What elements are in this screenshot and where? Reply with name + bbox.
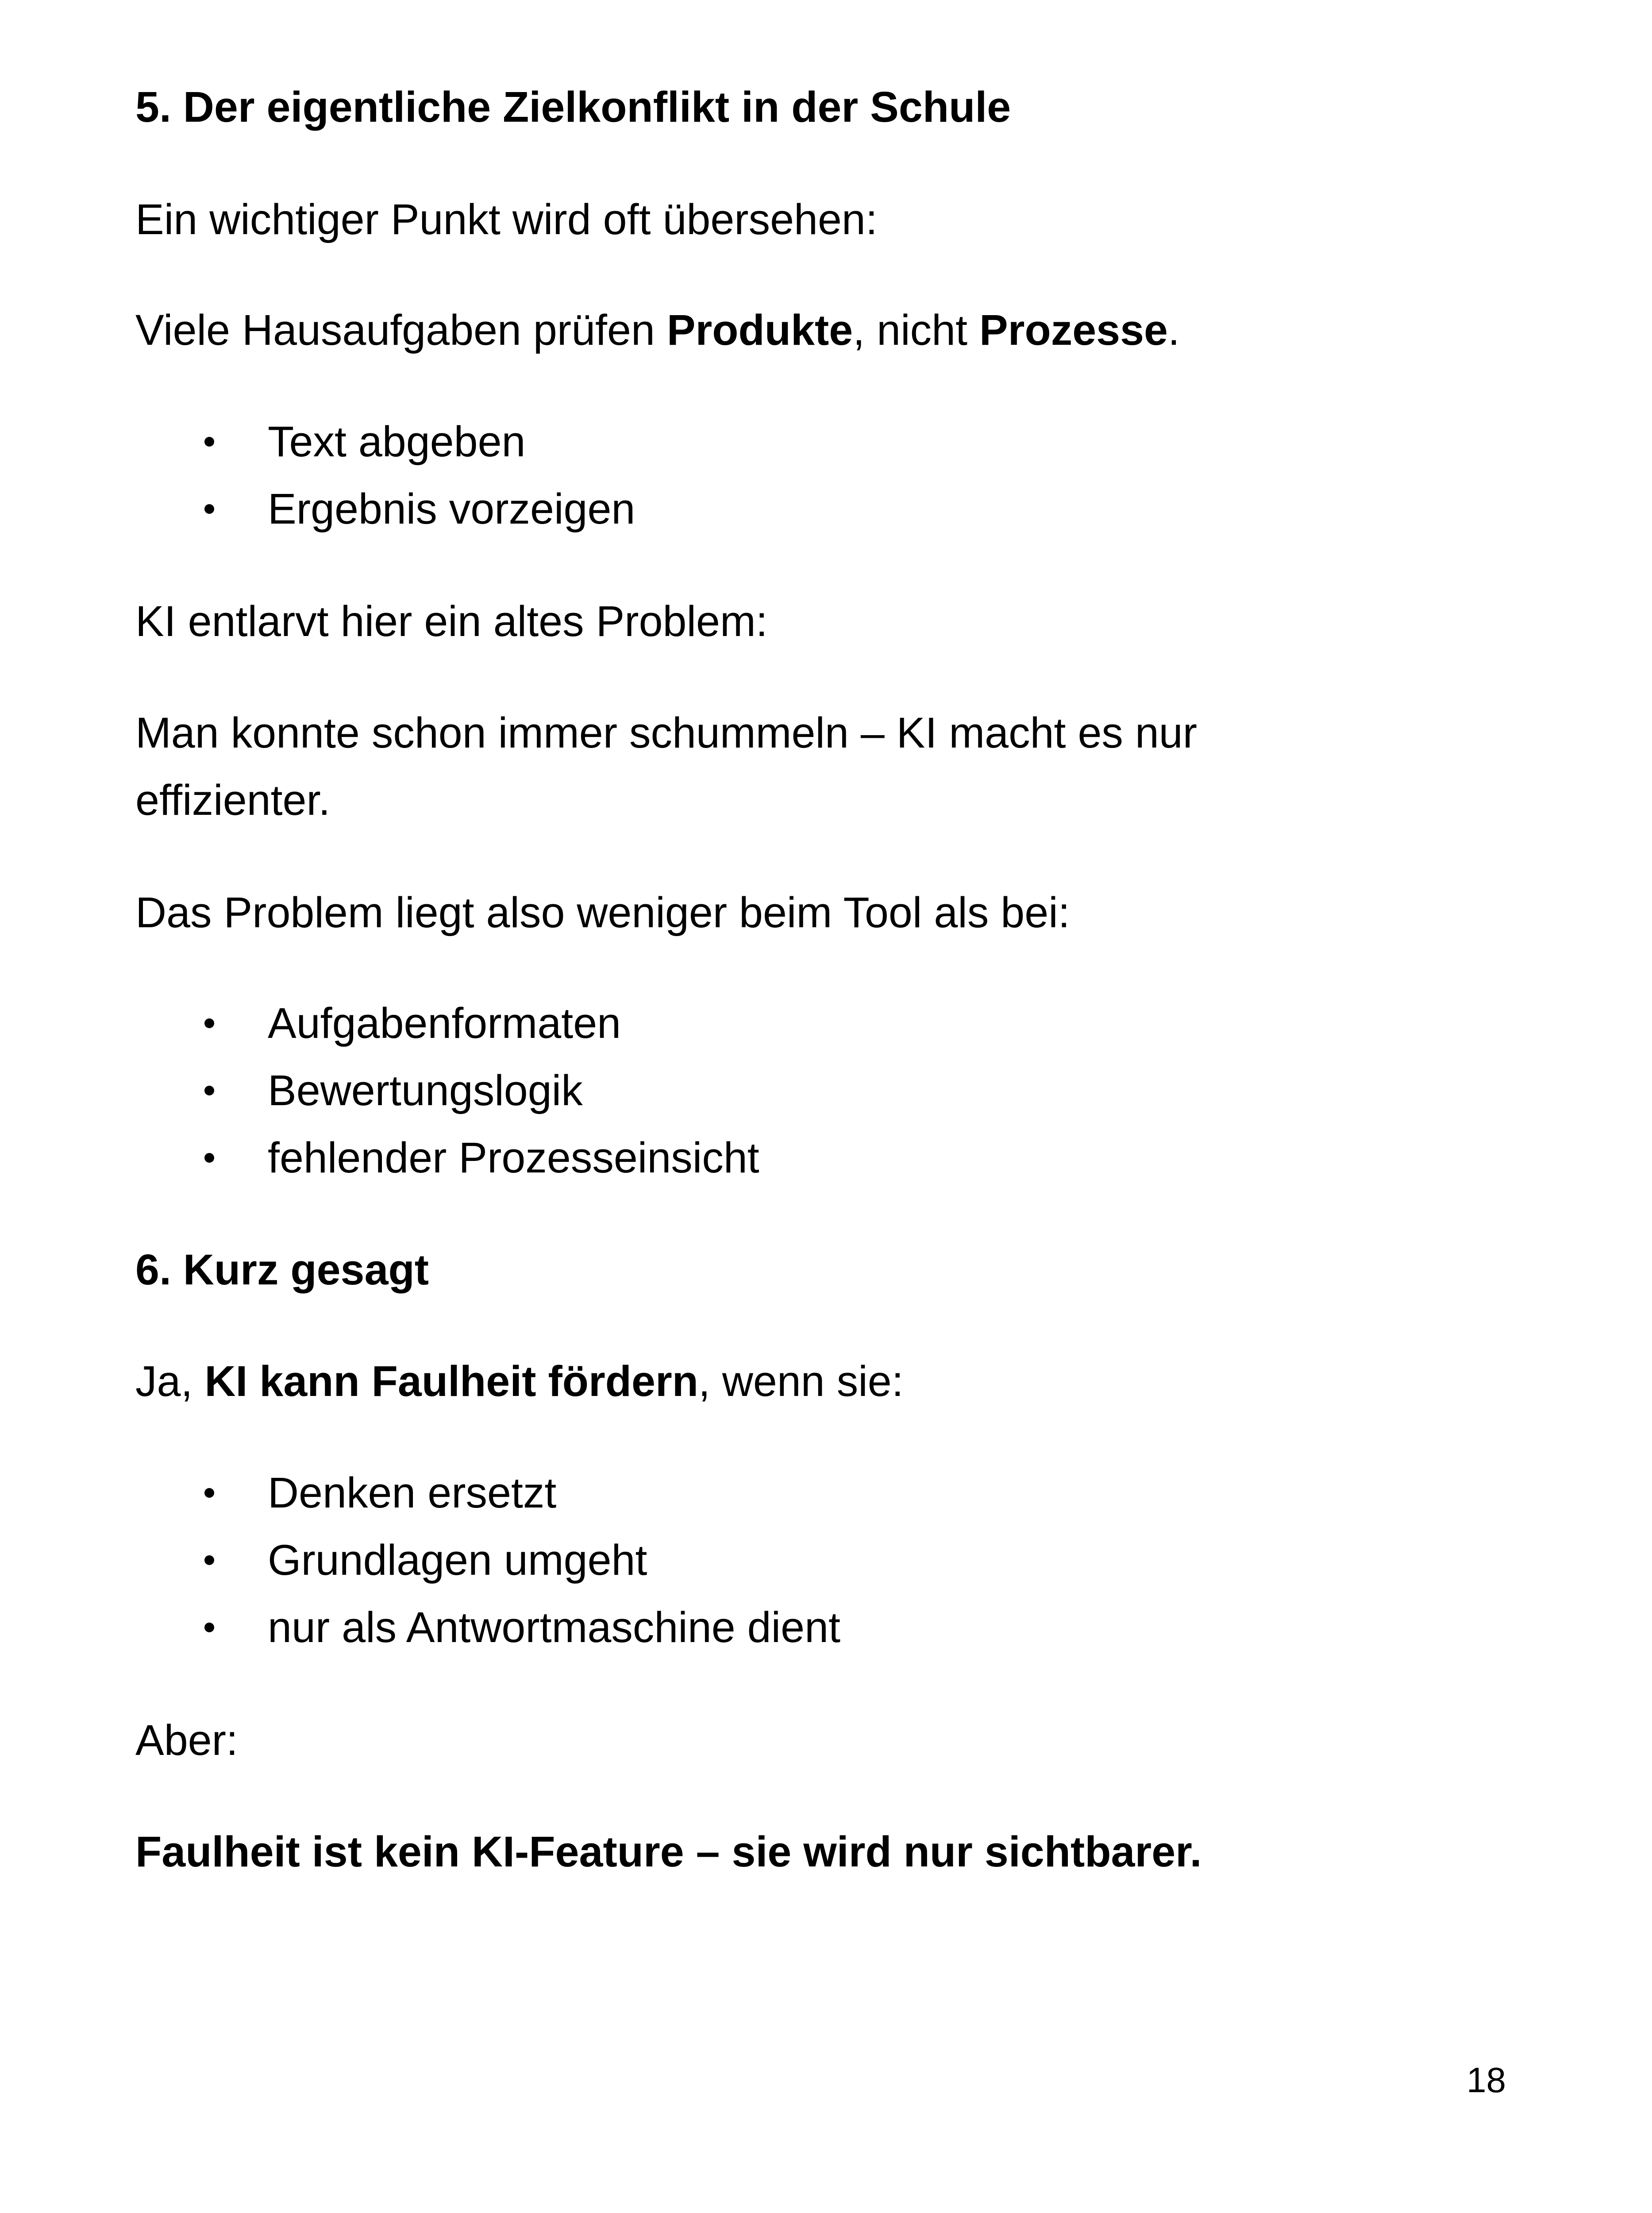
conclusion-statement: Faulheit ist kein KI-Feature – sie wird nur sichtbarer. [135, 1827, 1202, 1876]
bullet-icon [204, 437, 214, 447]
paragraph: Das Problem liegt also weniger beim Tool als bei: [135, 888, 1070, 937]
paragraph: Aber: [135, 1716, 238, 1764]
page-number: 18 [1467, 2060, 1506, 2100]
bullet-icon [204, 1018, 214, 1028]
paragraph-line: Man konnte schon immer schummeln – KI macht es nur [135, 709, 1198, 757]
paragraph: Ein wichtiger Punkt wird oft übersehen: [135, 195, 878, 243]
text-run: . [1168, 306, 1180, 354]
paragraph-products-processes [135, 297, 1180, 364]
list-item-text: Grundlagen umgeht [268, 1536, 647, 1584]
list-item-text: Bewertungslogik [268, 1066, 583, 1114]
text-run: , nicht [853, 306, 980, 354]
list-item-text: Denken ersetzt [268, 1469, 557, 1517]
bullet-icon [204, 1555, 214, 1565]
emphasis-ki-faulheit: KI kann Faulheit fördern [204, 1357, 698, 1405]
list-item-text: nur als Antwortmaschine dient [268, 1603, 841, 1651]
bullet-icon [204, 1623, 214, 1632]
text-run: Viele Hausaufgaben prüfen [135, 306, 667, 354]
section-6-heading: 6. Kurz gesagt [135, 1245, 429, 1294]
list-item-text: Text abgeben [268, 417, 526, 466]
emphasis-processes: Prozesse [979, 306, 1168, 354]
bullet-icon [204, 1086, 214, 1095]
emphasis-products: Produkte [666, 306, 853, 354]
paragraph-ki-faulheit [135, 1348, 904, 1415]
list-item-text: Ergebnis vorzeigen [268, 485, 635, 533]
list-item-text: fehlender Prozesseinsicht [268, 1133, 759, 1182]
text-run: Ja, [135, 1357, 205, 1405]
section-5-heading: 5. Der eigentliche Zielkonflikt in der Schule [135, 83, 1011, 131]
text-run: , wenn sie: [698, 1357, 904, 1405]
paragraph: KI entlarvt hier ein altes Problem: [135, 597, 768, 645]
list-item-text: Aufgabenformaten [268, 999, 621, 1047]
bullet-icon [204, 1153, 214, 1163]
paragraph-line: effizienter. [135, 776, 331, 824]
bullet-icon [204, 504, 214, 514]
bullet-icon [204, 1488, 214, 1498]
